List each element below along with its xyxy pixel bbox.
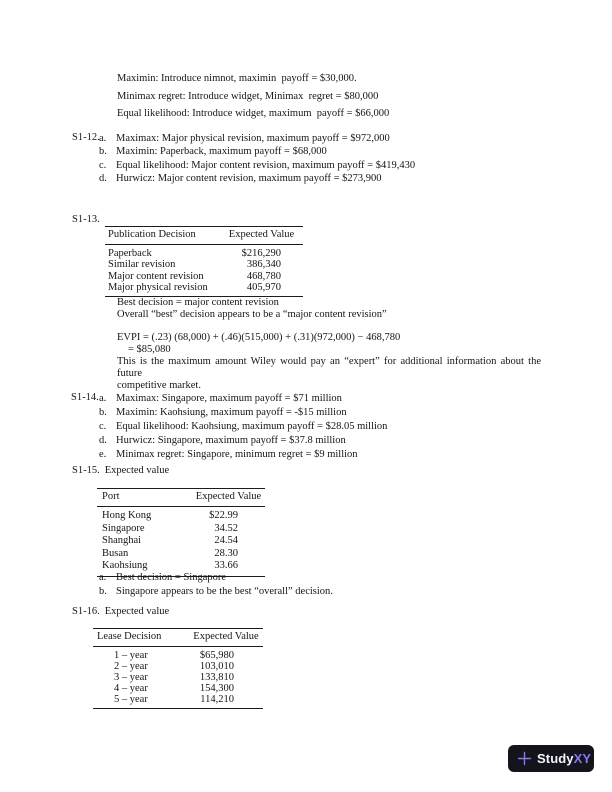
item-letter: a. <box>99 133 107 144</box>
plus-icon <box>517 751 532 766</box>
table-cell: Major physical revision <box>108 281 208 293</box>
item-text: Equal likelihood: Kaohsiung, maximum payoff = $28.05 million <box>116 421 388 432</box>
table-cell: 5 – year <box>114 694 148 705</box>
item-text: Maximin: Kaohsiung, maximum payoff = -$15 million <box>116 407 347 418</box>
table-cell: Similar revision <box>108 259 176 271</box>
item-text: Maximin: Paperback, maximum payoff = $68,000 <box>116 146 327 158</box>
table-cell: Kaohsiung <box>102 560 148 572</box>
column-header: Expected Value <box>192 489 265 507</box>
item-letter: e. <box>99 449 107 460</box>
studyxy-logo-badge[interactable] <box>508 745 594 772</box>
table-cell: 1 – year <box>114 650 148 661</box>
paragraph-line: competitive market. <box>117 380 201 392</box>
solution-line: Equal likelihood: Introduce widget, maximum payoff = $66,000 <box>117 108 390 120</box>
table-row <box>97 507 265 523</box>
problem-label: S1-14. <box>71 392 99 403</box>
column-header: Lease Decision <box>93 629 189 647</box>
item-letter: a. <box>99 572 107 583</box>
item-text: Hurwicz: Singapore, maximum payoff = $37.8 million <box>116 435 346 446</box>
table-row <box>93 683 263 694</box>
table-cell: 114,210 <box>200 694 234 705</box>
item-letter: a. <box>99 393 107 404</box>
table-cell: Hong Kong <box>102 510 152 521</box>
list-item <box>99 172 415 185</box>
brand-name <box>537 751 591 766</box>
evpi-calculation <box>117 332 400 356</box>
brand-name-primary: Study <box>537 751 574 766</box>
list-item <box>99 132 415 145</box>
table-cell: Major content revision <box>108 270 204 282</box>
brand-name-secondary: XY <box>573 751 592 766</box>
problem-label: S1-13. <box>72 214 100 225</box>
problem-title: Expected value <box>104 606 170 617</box>
list-item <box>99 585 333 599</box>
table-row <box>97 523 265 536</box>
table-cell: $65,980 <box>199 650 234 661</box>
list-item <box>99 434 387 448</box>
problem-label: S1-15. <box>72 465 100 476</box>
table-row <box>97 535 265 548</box>
item-text: Maximax: Major physical revision, maximum payoff = $972,000 <box>116 133 390 144</box>
table-cell: Paperback <box>108 248 152 259</box>
paragraph-line: This is the maximum amount Wiley would pay an “expert” for additional information about the future <box>117 356 541 380</box>
item-text: Hurwicz: Major content revision, maximum payoff = $273,900 <box>116 173 382 185</box>
table-cell: 33.66 <box>214 560 238 572</box>
table-row <box>105 245 303 260</box>
note-line: Best decision = major content revision <box>117 297 279 308</box>
item-letter: b. <box>99 407 107 418</box>
s1-13-notes <box>117 297 387 321</box>
column-header: Expected Value <box>220 227 303 245</box>
table-row <box>93 672 263 683</box>
list-item <box>99 406 387 420</box>
table-cell: 3 – year <box>114 672 148 683</box>
table-cell: 405,970 <box>246 281 281 293</box>
table-cell: 468,780 <box>246 270 281 282</box>
table-cell: $216,290 <box>241 248 281 259</box>
answer-list <box>99 392 387 462</box>
item-letter: b. <box>99 586 107 597</box>
table-cell: $22.99 <box>209 510 238 521</box>
table-row <box>105 282 303 297</box>
problem-label: S1-16. <box>72 606 100 617</box>
lease-decision-table <box>93 628 263 709</box>
table-row <box>93 661 263 672</box>
table-row <box>97 548 265 561</box>
table-cell: Shanghai <box>102 535 142 547</box>
item-text: Equal likelihood: Major content revision, maximum payoff = $419,430 <box>116 159 416 171</box>
evpi-line: EVPI = (.23) (68,000) + (.46)(515,000) + (.31)(972,000) − 468,780 <box>117 332 401 343</box>
solution-s1-16-heading <box>72 606 169 619</box>
table-cell: 154,300 <box>199 683 234 694</box>
list-item <box>99 448 387 462</box>
table-row <box>93 694 263 709</box>
publication-decision-table <box>105 226 303 297</box>
intro-solution-lines <box>117 70 389 123</box>
solution-s1-15-heading <box>72 465 169 478</box>
list-item <box>99 159 415 172</box>
table-cell: 4 – year <box>114 683 148 694</box>
problem-label: S1-12. <box>72 132 100 143</box>
item-letter: c. <box>99 159 107 171</box>
table-row <box>105 271 303 282</box>
item-text: Best decision = Singapore <box>116 572 227 583</box>
table-cell: 133,810 <box>199 672 234 683</box>
solution-line: Minimax regret: Introduce widget, Minimax regret = $80,000 <box>117 90 379 102</box>
port-expected-value-table <box>97 488 265 577</box>
item-letter: d. <box>99 435 107 446</box>
list-item <box>99 420 387 434</box>
list-item <box>99 392 387 406</box>
evpi-result: = $85,080 <box>128 344 171 356</box>
item-letter: d. <box>99 173 107 185</box>
item-letter: b. <box>99 146 107 158</box>
table-cell: 2 – year <box>114 661 148 672</box>
solution-line: Maximin: Introduce nimnot, maximin payoff = $30,000. <box>117 73 357 84</box>
list-item <box>99 571 333 585</box>
column-header: Expected Value <box>189 629 263 647</box>
table-cell: 28.30 <box>214 547 238 559</box>
table-cell: 34.52 <box>214 522 238 534</box>
item-text: Singapore appears to be the best “overall” decision. <box>116 586 333 597</box>
column-header: Port <box>97 489 192 507</box>
table-cell: Singapore <box>102 522 145 534</box>
table-row <box>93 647 263 662</box>
answer-list <box>99 571 333 599</box>
item-text: Maximax: Singapore, maximum payoff = $71 million <box>116 393 342 404</box>
answer-list <box>99 132 415 186</box>
item-letter: c. <box>99 421 107 432</box>
table-cell: Busan <box>102 547 129 559</box>
evpi-explanation <box>117 356 541 393</box>
table-row <box>105 259 303 270</box>
table-cell: 24.54 <box>214 535 238 547</box>
table-cell: 103,010 <box>199 661 234 672</box>
problem-title: Expected value <box>104 465 170 476</box>
note-line: Overall “best” decision appears to be a “major content revision” <box>117 309 387 321</box>
item-text: Minimax regret: Singapore, minimum regret = $9 million <box>116 449 358 460</box>
column-header: Publication Decision <box>105 227 220 245</box>
table-cell: 386,340 <box>246 259 281 271</box>
list-item <box>99 145 415 158</box>
